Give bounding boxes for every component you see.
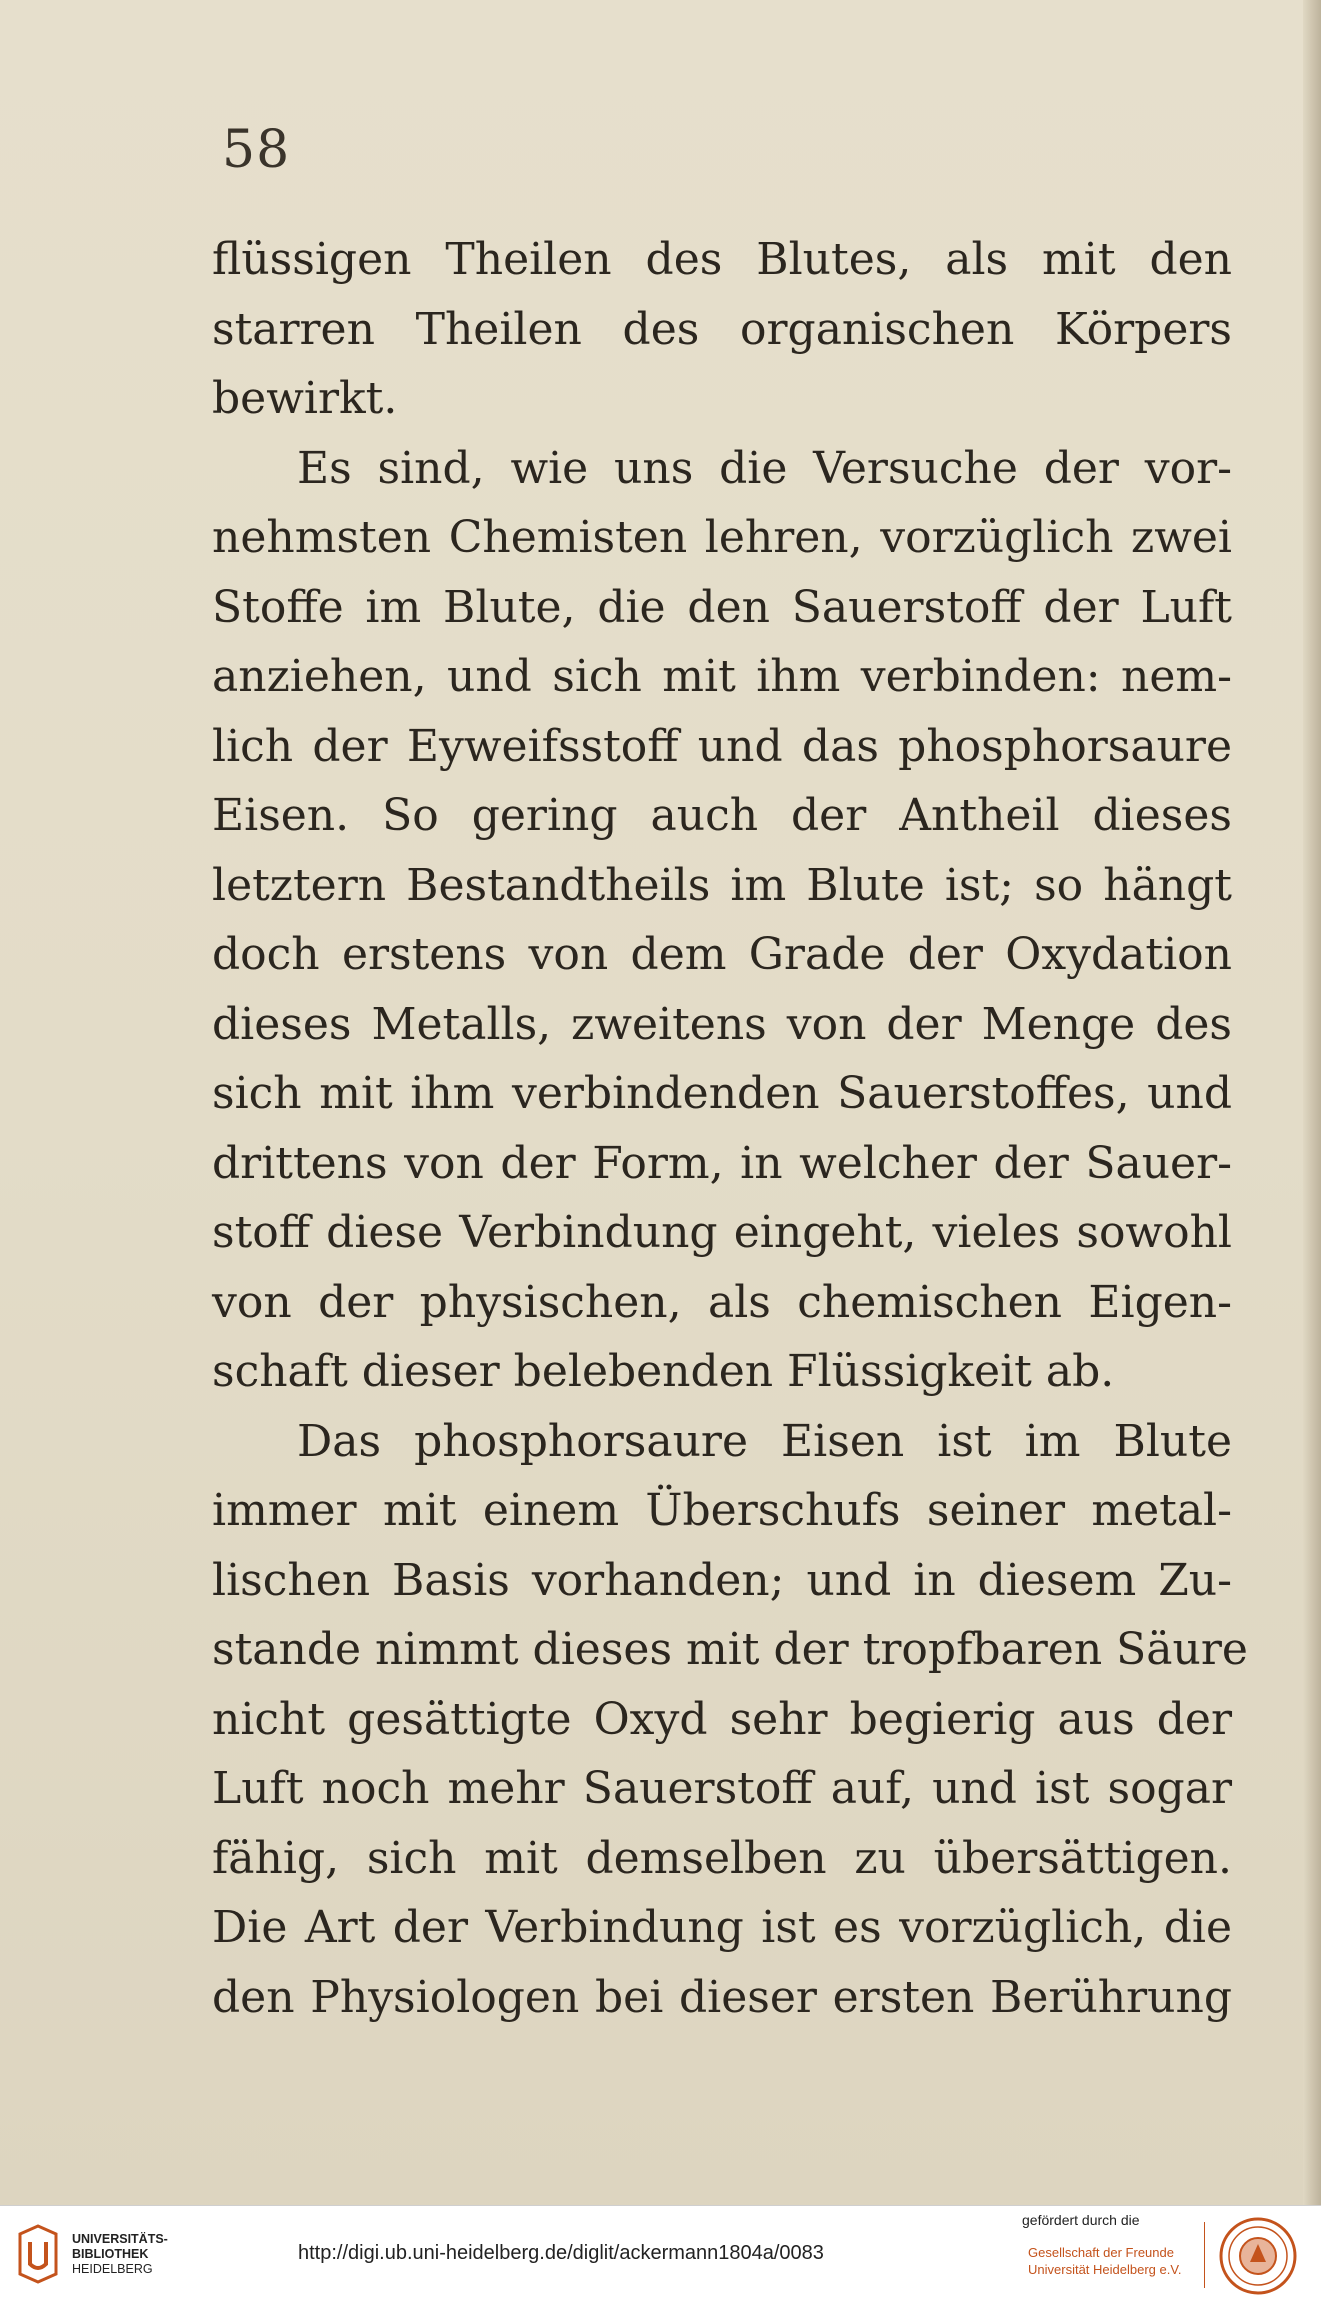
text-line: nicht gesättigte Oxyd sehr begierig aus der [212,1693,1232,1745]
text-line: doch erstens von dem Grade der Oxydation [212,929,1232,980]
text-line: fähig, sich mit demselben zu übersättigen. [212,1832,1232,1884]
sponsor-name [1028,2244,1181,2278]
page-edge [1303,0,1321,2205]
text-line: bewirkt. [212,373,398,424]
sponsor-name-line: Gesellschaft der Freunde [1028,2245,1174,2260]
library-name-line: HEIDELBERG [72,2262,153,2276]
text-line: flüssigen Theilen des Blutes, als mit den [212,234,1232,285]
text-line: Es sind, wie uns die Versuche der vor- [297,442,1232,494]
text-line: starren Theilen des organischen Körpers [212,303,1232,355]
page-number: 58 [222,120,291,180]
text-line: lich der Eyweifsstoff und das phosphorsaure [212,720,1232,772]
text-line: Stoffe im Blute, die den Sauerstoff der Luft [212,581,1232,633]
text-line: sich mit ihm verbindenden Sauerstoffes, und [212,1068,1232,1119]
text-line: nehmsten Chemisten lehren, vorzüglich zwei [212,512,1232,563]
library-name-line: UNIVERSITÄTS- [72,2232,168,2246]
text-line: letztern Bestandtheils im Blute ist; so hängt [212,859,1232,911]
viewer-footer [0,2205,1321,2302]
text-line: Luft noch mehr Sauerstoff auf, und ist sogar [212,1763,1232,1814]
text-line: schaft dieser belebenden Flüssigkeit ab. [212,1346,1115,1397]
text-line: stoff diese Verbindung eingeht, vieles sowohl [212,1207,1232,1258]
text-line: dieses Metalls, zweitens von der Menge des [212,998,1232,1050]
text-line: Das phosphorsaure Eisen ist im Blute [297,1415,1232,1467]
text-line: lischen Basis vorhanden; und in diesem Zu- [212,1554,1232,1606]
text-line: immer mit einem Überschufs seiner metal- [212,1485,1232,1536]
sponsor-divider [1204,2222,1205,2288]
university-library-logo-icon [14,2224,62,2284]
university-seal-icon [1218,2216,1298,2296]
text-line: anziehen, und sich mit ihm verbinden: nem- [212,651,1232,702]
body-text [212,225,1248,2032]
library-name-line: BIBLIOTHEK [72,2247,149,2261]
text-line: Eisen. So gering auch der Antheil dieses [212,790,1232,841]
text-line: von der physischen, als chemischen Eigen- [212,1276,1232,1328]
sponsor-label: gefördert durch die [1022,2212,1140,2228]
permalink-url[interactable]: http://digi.ub.uni-heidelberg.de/diglit/ackermann1804a/0083 [298,2242,824,2264]
text-line: den Physiologen bei dieser ersten Berührung [212,1971,1232,2023]
text-line: drittens von der Form, in welcher der Sauer- [212,1137,1232,1189]
text-line: Die Art der Verbindung ist es vorzüglich, die [212,1902,1232,1953]
text-line: stande nimmt dieses mit der tropfbaren Säure [212,1624,1248,1675]
sponsor-name-line: Universität Heidelberg e.V. [1028,2262,1182,2277]
library-name [72,2232,168,2277]
